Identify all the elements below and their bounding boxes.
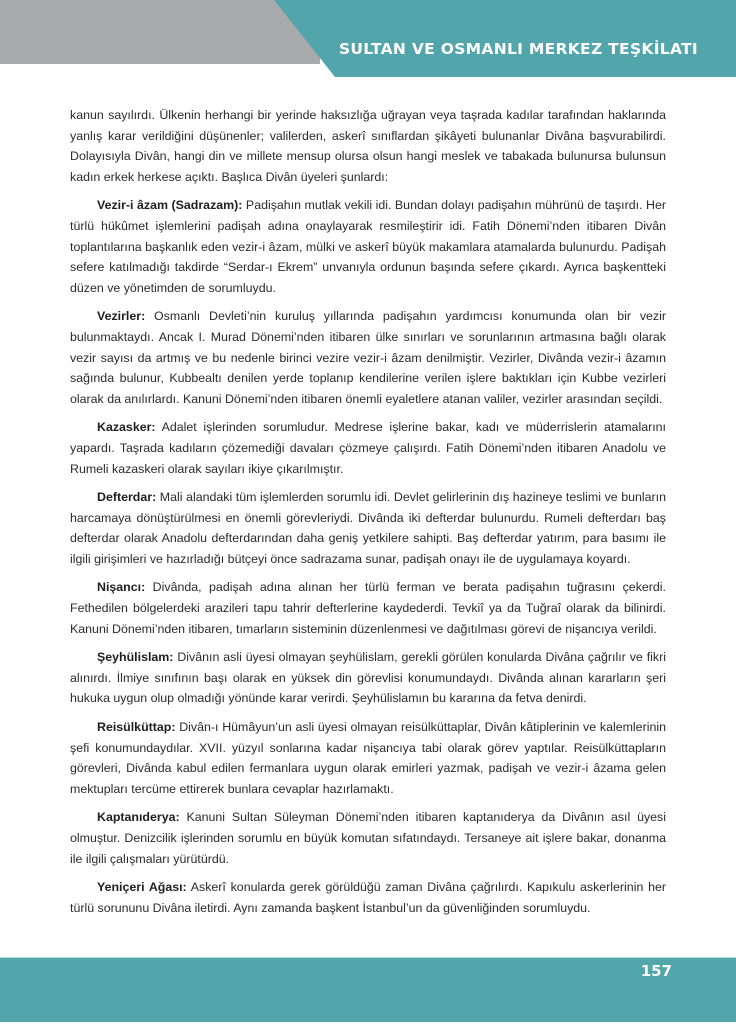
section-term: Şeyhülislam: [97,650,174,665]
section-text: Osmanlı Devleti’nin kuruluş yıllarında padişahın yardımcısı konumunda olan bir vezir bulunmaktaydı. Ancak I. Murad Dönemi’nden itibaren ülke sınırları ve sorunlarının artmasına bağlı olarak vezir sayısı da artmış ve bu nedenle birinci vezire vezir-i âzam denilmiştir. Vezirler, Divânda vezir-i âzamın sağında bulunur, Kubbealtı denilen yerde toplanıp kendilerine verilen işlere baktıkları için Kubbe vezirleri olarak da anılırlardı. Kanuni Dönemi’nden itibaren önemli eyaletlere atanan valiler, vezirler arasından seçildi. [70,309,666,406]
section-term: Nişancı: [97,580,146,595]
section-text: Kanuni Sultan Süleyman Dönemi’nden itibaren kaptanıderya da Divânın asıl üyesi olmuştur. Denizcilik işlerinden sorumlu en büyük komutan sıfatındaydı. Tersaneye ait işlere bakar, donanma ile ilgili çalışmaları yürütürdü. [70,810,666,866]
footer-band [0,957,736,1022]
section-reisulkuttap [70,717,666,799]
section-term: Vezir-i âzam (Sadrazam): [97,198,243,213]
intro-paragraph: kanun sayılırdı. Ülkenin herhangi bir yerinde haksızlığa uğrayan veya taşrada kadılar tarafından haklarında yanlış karar verildiğini düşünenler; valilerden, askerî sınıflardan şikâyeti bulunanlar Divâna başvurabilirdi. Dolayısıyla Divân, hangi din ve millete mensup olursa olsun hangi meslek ve tabakada bulunursa bulunsun kadın erkek herkese açıktı. Başlıca Divân üyeleri şunlardı: [70,108,666,184]
section-kazasker [70,417,666,479]
section-nisanci [70,577,666,639]
section-kaptanderya [70,807,666,869]
section-defterdar [70,487,666,569]
section-text: Adalet işlerinden sorumludur. Medrese işlerine bakar, kadı ve müderrislerin atamalarını yapardı. Taşrada kadıların çözemediği davaları çözmeye çalışırdı. Fatih Dönemi’nden itibaren Anadolu ve Rumeli kazaskeri olarak sayıları ikiye çıkarılmıştır. [70,420,666,476]
section-text: Padişahın mutlak vekili idi. Bundan dolayı padişahın mührünü de taşırdı. Her türlü hükûmet işlemlerini padişah adına onaylayarak resmileştirir idi. Fatih Dönemi’nden itibaren Divân toplantılarına başkanlık eden vezir-i âzam, mülki ve askerî büyük makamlara atamalarda bulunurdu. Padişah sefere katılmadığı takdirde “Serdar-ı Ekrem” unvanıyla ordunun başında sefere çıkardı. Ayrıca başkentteki düzen ve yönetimden de sorumluydu. [70,198,666,295]
section-term: Reisülküttap: [97,720,176,735]
header-gray-band [0,0,320,64]
section-term: Kazasker: [97,420,156,435]
section-seyhulislam [70,647,666,709]
section-term: Defterdar: [97,490,157,505]
section-vezir-i-azam [70,195,666,298]
page-number: 157 [640,962,672,980]
section-text: Divânın asli üyesi olmayan şeyhülislam, gerekli görülen konularda Divâna çağrılır ve fikri alınırdı. İlmiye sınıfının başı olarak en yüksek din görevlisi konumundaydı. Divânda alınan kararların şeri hukuka uygun olup olmadığı yönünde karar verirdi. Şeyhülislamın bu kararına da fetva denirdi. [70,650,666,706]
section-term: Yeniçeri Ağası: [97,880,187,895]
chapter-title: SULTAN VE OSMANLI MERKEZ TEŞKİLATI [338,40,698,58]
section-text: Divânda, padişah adına alınan her türlü ferman ve berata padişahın tuğrasını çekerdi. Fethedilen bölgelerdeki arazileri tapu tahrir defterlerine kaydederdi. Tevkiî ya da Tuğraî olarak da bilinirdi. Kanuni Dönemi’nden itibaren, tımarların sisteminin düzenlenmesi ve dağıtılması görevi de nişancıya verildi. [70,580,666,636]
page-body [70,105,666,926]
section-text: Divân-ı Hümâyun’un asli üyesi olmayan reisülküttaplar, Divân kâtiplerinin ve kalemlerinin şefi konumundaydılar. XVII. yüzyıl sonlarına kadar nişancıya tabi olarak görev yaptılar. Reisülküttapların görevleri, Divânda kabul edilen fermanlara uygun olarak emirleri yazmak, padişah ve vezir-i âzama gelen mektupları tercüme ettirerek bunlara cevaplar hazırlamaktı. [70,720,666,796]
section-term: Vezirler: [97,309,146,324]
section-term: Kaptanıderya: [97,810,180,825]
section-yeniceri-agasi [70,877,666,918]
section-vezirler [70,306,666,409]
section-text: Askerî konularda gerek görüldüğü zaman Divâna çağrılırdı. Kapıkulu askerlerinin her türlü sorununu Divâna iletirdi. Aynı zamanda başkent İstanbul’un da güvenliğinden sorumluydu. [70,880,666,915]
section-text: Mali alandaki tüm işlemlerden sorumlu idi. Devlet gelirlerinin dış hazineye teslimi ve bunların harcamaya dönüştürülmesi en önemli görevleriydi. Divânda iki defterdar bulunurdu. Rumeli defterdarı baş defterdar olarak Anadolu defterdarından daha geniş yetkilere sahipti. Baş defterdar yatırım, para basımı ile ilgili girişimleri ve hazırladığı bütçeyi önce sadrazama sunar, padişah onayı ile de uygulamaya koyardı. [70,490,666,566]
